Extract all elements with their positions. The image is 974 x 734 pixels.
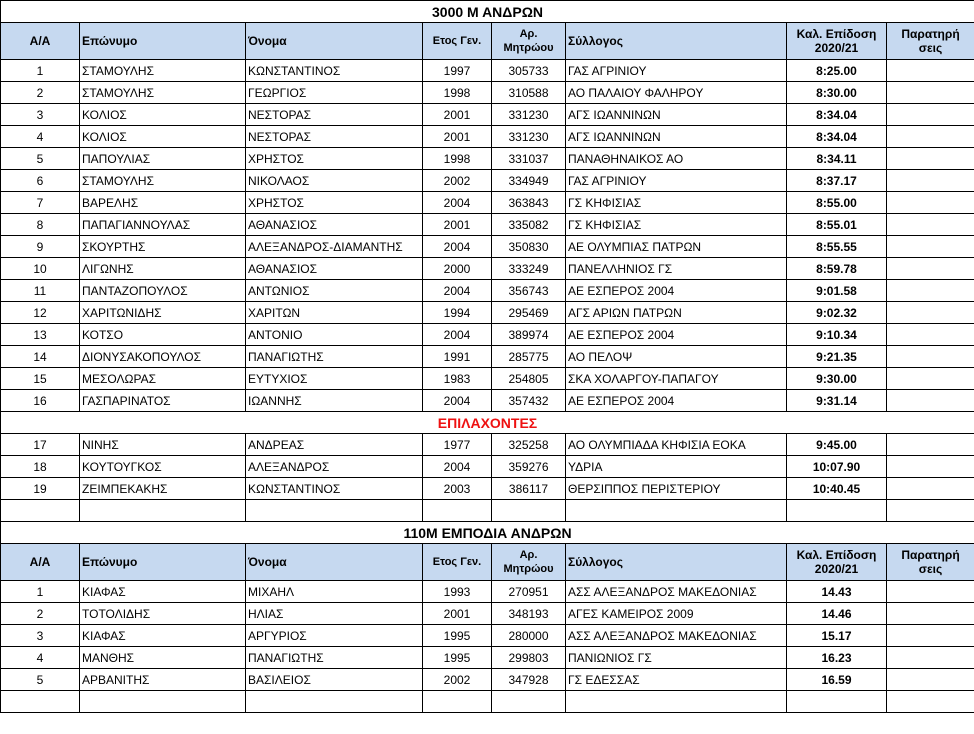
header-notes-line-1: Παρατηρή bbox=[901, 27, 960, 41]
table-row bbox=[1, 280, 974, 302]
registry-number-cell: 335082 bbox=[492, 214, 566, 236]
name-cell: ΧΡΗΣΤΟΣ bbox=[246, 192, 423, 214]
birth-year-cell: 1994 bbox=[423, 302, 492, 324]
surname-cell: ΜΕΣΟΛΩΡΑΣ bbox=[80, 368, 246, 390]
header-birth-year: Ετος Γεν. bbox=[423, 544, 492, 581]
club-cell: ΓΑΣ ΑΓΡΙΝΙΟΥ bbox=[566, 60, 787, 82]
notes-cell bbox=[887, 434, 974, 456]
name-cell: ΗΛΙΑΣ bbox=[246, 603, 423, 625]
notes-cell bbox=[887, 302, 974, 324]
header-best-performance-line-1: Καλ. Επίδοση bbox=[796, 548, 877, 562]
best-performance-cell: 8:37.17 bbox=[787, 170, 887, 192]
table-row bbox=[1, 368, 974, 390]
row-number: 15 bbox=[1, 368, 80, 390]
empty-cell bbox=[1, 691, 80, 713]
row-number: 1 bbox=[1, 581, 80, 603]
name-cell: ΑΝΔΡΕΑΣ bbox=[246, 434, 423, 456]
row-number: 3 bbox=[1, 104, 80, 126]
reserves-title: ΕΠΙΛΑΧΟΝΤΕΣ bbox=[1, 412, 974, 434]
empty-row bbox=[1, 691, 974, 713]
notes-cell bbox=[887, 104, 974, 126]
table-row bbox=[1, 104, 974, 126]
header-best-performance-line-2: 2020/21 bbox=[814, 41, 859, 55]
registry-number-cell: 350830 bbox=[492, 236, 566, 258]
name-cell: ΠΑΝΑΓΙΩΤΗΣ bbox=[246, 647, 423, 669]
header-notes bbox=[887, 23, 974, 60]
club-cell: ΣΚΑ ΧΟΛΑΡΓΟΥ-ΠΑΠΑΓΟΥ bbox=[566, 368, 787, 390]
table-row bbox=[1, 148, 974, 170]
name-cell: ΑΘΑΝΑΣΙΟΣ bbox=[246, 214, 423, 236]
surname-cell: ΔΙΟΝΥΣΑΚΟΠΟΥΛΟΣ bbox=[80, 346, 246, 368]
header-aa: Α/Α bbox=[1, 544, 80, 581]
row-number: 9 bbox=[1, 236, 80, 258]
name-cell: ΑΡΓΥΡΙΟΣ bbox=[246, 625, 423, 647]
registry-number-cell: 280000 bbox=[492, 625, 566, 647]
table-row bbox=[1, 603, 974, 625]
birth-year-cell: 2004 bbox=[423, 280, 492, 302]
registry-number-cell: 254805 bbox=[492, 368, 566, 390]
empty-cell bbox=[423, 691, 492, 713]
table-row bbox=[1, 236, 974, 258]
table-row bbox=[1, 82, 974, 104]
table-row bbox=[1, 60, 974, 82]
table-row bbox=[1, 258, 974, 280]
best-performance-cell: 8:59.78 bbox=[787, 258, 887, 280]
best-performance-cell: 9:31.14 bbox=[787, 390, 887, 412]
notes-cell bbox=[887, 647, 974, 669]
surname-cell: ΑΡΒΑΝΙΤΗΣ bbox=[80, 669, 246, 691]
header-registry-number-line-1: Αρ. bbox=[519, 549, 538, 561]
best-performance-cell: 8:30.00 bbox=[787, 82, 887, 104]
row-number: 18 bbox=[1, 456, 80, 478]
row-number: 3 bbox=[1, 625, 80, 647]
notes-cell bbox=[887, 324, 974, 346]
name-cell: ΧΡΗΣΤΟΣ bbox=[246, 148, 423, 170]
header-notes-line-2: σεις bbox=[918, 562, 943, 576]
birth-year-cell: 1991 bbox=[423, 346, 492, 368]
name-cell: ΚΩΝΣΤΑΝΤΙΝΟΣ bbox=[246, 60, 423, 82]
empty-cell bbox=[492, 691, 566, 713]
best-performance-cell: 8:25.00 bbox=[787, 60, 887, 82]
reserves-title-row bbox=[1, 412, 974, 434]
best-performance-cell: 8:34.04 bbox=[787, 104, 887, 126]
surname-cell: ΧΑΡΙΤΩΝΙΔΗΣ bbox=[80, 302, 246, 324]
birth-year-cell: 1998 bbox=[423, 82, 492, 104]
empty-cell bbox=[246, 691, 423, 713]
row-number: 5 bbox=[1, 669, 80, 691]
club-cell: ΑΟ ΠΑΛΑΙΟΥ ΦΑΛΗΡΟΥ bbox=[566, 82, 787, 104]
surname-cell: ΣΤΑΜΟΥΛΗΣ bbox=[80, 60, 246, 82]
surname-cell: ΣΤΑΜΟΥΛΗΣ bbox=[80, 170, 246, 192]
row-number: 14 bbox=[1, 346, 80, 368]
table-row bbox=[1, 647, 974, 669]
notes-cell bbox=[887, 214, 974, 236]
club-cell: ΘΕΡΣΙΠΠΟΣ ΠΕΡΙΣΤΕΡΙΟΥ bbox=[566, 478, 787, 500]
registry-number-cell: 347928 bbox=[492, 669, 566, 691]
empty-cell bbox=[492, 500, 566, 522]
club-cell: ΓΣ ΚΗΦΙΣΙΑΣ bbox=[566, 192, 787, 214]
club-cell: ΓΣ ΚΗΦΙΣΙΑΣ bbox=[566, 214, 787, 236]
name-cell: ΑΝΤΩΝΙΟΣ bbox=[246, 280, 423, 302]
club-cell: ΑΕ ΕΣΠΕΡΟΣ 2004 bbox=[566, 324, 787, 346]
surname-cell: ΚΟΛΙΟΣ bbox=[80, 126, 246, 148]
header-notes bbox=[887, 544, 974, 581]
name-cell: ΚΩΝΣΤΑΝΤΙΝΟΣ bbox=[246, 478, 423, 500]
surname-cell: ΠΑΠΑΓΙΑΝΝΟΥΛΑΣ bbox=[80, 214, 246, 236]
birth-year-cell: 1998 bbox=[423, 148, 492, 170]
header-name: Όνομα bbox=[246, 23, 423, 60]
surname-cell: ΠΑΝΤΑΖΟΠΟΥΛΟΣ bbox=[80, 280, 246, 302]
surname-cell: ΤΟΤΟΛΙΔΗΣ bbox=[80, 603, 246, 625]
notes-cell bbox=[887, 192, 974, 214]
registry-number-cell: 386117 bbox=[492, 478, 566, 500]
surname-cell: ΠΑΠΟΥΛΙΑΣ bbox=[80, 148, 246, 170]
birth-year-cell: 2003 bbox=[423, 478, 492, 500]
notes-cell bbox=[887, 258, 974, 280]
surname-cell: ΛΙΓΩΝΗΣ bbox=[80, 258, 246, 280]
table-row bbox=[1, 346, 974, 368]
registry-number-cell: 305733 bbox=[492, 60, 566, 82]
surname-cell: ΒΑΡΕΛΗΣ bbox=[80, 192, 246, 214]
club-cell: ΑΓΣ ΙΩΑΝΝΙΝΩΝ bbox=[566, 126, 787, 148]
header-surname: Επώνυμο bbox=[80, 544, 246, 581]
surname-cell: ΣΚΟΥΡΤΗΣ bbox=[80, 236, 246, 258]
table-row bbox=[1, 478, 974, 500]
name-cell: ΒΑΣΙΛΕΙΟΣ bbox=[246, 669, 423, 691]
name-cell: ΝΕΣΤΟΡΑΣ bbox=[246, 126, 423, 148]
header-notes-line-2: σεις bbox=[918, 41, 943, 55]
header-registry-number bbox=[492, 544, 566, 581]
birth-year-cell: 2002 bbox=[423, 669, 492, 691]
best-performance-cell: 9:45.00 bbox=[787, 434, 887, 456]
section-110m-hurdles-header-row bbox=[1, 544, 974, 581]
registry-number-cell: 310588 bbox=[492, 82, 566, 104]
surname-cell: ΝΙΝΗΣ bbox=[80, 434, 246, 456]
notes-cell bbox=[887, 170, 974, 192]
name-cell: ΑΝΤΟΝΙΟ bbox=[246, 324, 423, 346]
name-cell: ΑΛΕΞΑΝΔΡΟΣ-ΔΙΑΜΑΝΤΗΣ bbox=[246, 236, 423, 258]
name-cell: ΑΛΕΞΑΝΔΡΟΣ bbox=[246, 456, 423, 478]
notes-cell bbox=[887, 478, 974, 500]
club-cell: ΑΟ ΠΕΛΟΨ bbox=[566, 346, 787, 368]
table-row bbox=[1, 324, 974, 346]
notes-cell bbox=[887, 82, 974, 104]
row-number: 19 bbox=[1, 478, 80, 500]
row-number: 8 bbox=[1, 214, 80, 236]
registry-number-cell: 348193 bbox=[492, 603, 566, 625]
header-birth-year: Ετος Γεν. bbox=[423, 23, 492, 60]
best-performance-cell: 8:34.04 bbox=[787, 126, 887, 148]
section-110m-hurdles-title-row bbox=[1, 522, 974, 544]
birth-year-cell: 2004 bbox=[423, 236, 492, 258]
empty-row bbox=[1, 500, 974, 522]
row-number: 1 bbox=[1, 60, 80, 82]
row-number: 2 bbox=[1, 82, 80, 104]
club-cell: ΑΓΕΣ ΚΑΜΕΙΡΟΣ 2009 bbox=[566, 603, 787, 625]
empty-cell bbox=[80, 500, 246, 522]
empty-cell bbox=[566, 691, 787, 713]
notes-cell bbox=[887, 669, 974, 691]
name-cell: ΝΕΣΤΟΡΑΣ bbox=[246, 104, 423, 126]
birth-year-cell: 1977 bbox=[423, 434, 492, 456]
registry-number-cell: 270951 bbox=[492, 581, 566, 603]
row-number: 6 bbox=[1, 170, 80, 192]
empty-cell bbox=[566, 500, 787, 522]
header-registry-number-line-2: Μητρώου bbox=[503, 563, 554, 575]
header-registry-number-line-2: Μητρώου bbox=[503, 42, 554, 54]
birth-year-cell: 1983 bbox=[423, 368, 492, 390]
birth-year-cell: 1997 bbox=[423, 60, 492, 82]
surname-cell: ΜΑΝΘΗΣ bbox=[80, 647, 246, 669]
registry-number-cell: 285775 bbox=[492, 346, 566, 368]
club-cell: ΑΓΣ ΙΩΑΝΝΙΝΩΝ bbox=[566, 104, 787, 126]
registry-number-cell: 331037 bbox=[492, 148, 566, 170]
surname-cell: ΚΟΤΣΟ bbox=[80, 324, 246, 346]
row-number: 12 bbox=[1, 302, 80, 324]
header-name: Όνομα bbox=[246, 544, 423, 581]
header-registry-number-line-1: Αρ. bbox=[519, 28, 538, 40]
registry-number-cell: 334949 bbox=[492, 170, 566, 192]
row-number: 13 bbox=[1, 324, 80, 346]
birth-year-cell: 2001 bbox=[423, 104, 492, 126]
best-performance-cell: 10:07.90 bbox=[787, 456, 887, 478]
notes-cell bbox=[887, 280, 974, 302]
registry-number-cell: 357432 bbox=[492, 390, 566, 412]
empty-cell bbox=[887, 500, 974, 522]
header-best-performance bbox=[787, 23, 887, 60]
notes-cell bbox=[887, 368, 974, 390]
birth-year-cell: 2001 bbox=[423, 126, 492, 148]
row-number: 7 bbox=[1, 192, 80, 214]
club-cell: ΑΟ ΟΛΥΜΠΙΑΔΑ ΚΗΦΙΣΙΑ ΕΟΚΑ bbox=[566, 434, 787, 456]
surname-cell: ΖΕΙΜΠΕΚΑΚΗΣ bbox=[80, 478, 246, 500]
best-performance-cell: 9:02.32 bbox=[787, 302, 887, 324]
birth-year-cell: 2002 bbox=[423, 170, 492, 192]
header-best-performance-line-1: Καλ. Επίδοση bbox=[796, 27, 877, 41]
empty-cell bbox=[787, 691, 887, 713]
best-performance-cell: 8:34.11 bbox=[787, 148, 887, 170]
table-row bbox=[1, 192, 974, 214]
row-number: 17 bbox=[1, 434, 80, 456]
best-performance-cell: 8:55.00 bbox=[787, 192, 887, 214]
best-performance-cell: 8:55.01 bbox=[787, 214, 887, 236]
notes-cell bbox=[887, 625, 974, 647]
club-cell: ΠΑΝΑΘΗΝΑΙΚΟΣ ΑΟ bbox=[566, 148, 787, 170]
birth-year-cell: 2004 bbox=[423, 324, 492, 346]
sheet-body bbox=[1, 1, 974, 713]
club-cell: ΓΑΣ ΑΓΡΙΝΙΟΥ bbox=[566, 170, 787, 192]
header-best-performance bbox=[787, 544, 887, 581]
notes-cell bbox=[887, 346, 974, 368]
section-110m-hurdles-title: 110Μ ΕΜΠΟΔΙΑ ΑΝΔΡΩΝ bbox=[1, 522, 974, 544]
name-cell: ΝΙΚΟΛΑΟΣ bbox=[246, 170, 423, 192]
row-number: 4 bbox=[1, 647, 80, 669]
club-cell: ΓΣ ΕΔΕΣΣΑΣ bbox=[566, 669, 787, 691]
registry-number-cell: 363843 bbox=[492, 192, 566, 214]
row-number: 10 bbox=[1, 258, 80, 280]
birth-year-cell: 2001 bbox=[423, 603, 492, 625]
notes-cell bbox=[887, 390, 974, 412]
name-cell: ΑΘΑΝΑΣΙΟΣ bbox=[246, 258, 423, 280]
table-row bbox=[1, 170, 974, 192]
birth-year-cell: 2004 bbox=[423, 390, 492, 412]
notes-cell bbox=[887, 456, 974, 478]
table-row bbox=[1, 126, 974, 148]
birth-year-cell: 2004 bbox=[423, 456, 492, 478]
registry-number-cell: 331230 bbox=[492, 104, 566, 126]
best-performance-cell: 10:40.45 bbox=[787, 478, 887, 500]
empty-cell bbox=[1, 500, 80, 522]
notes-cell bbox=[887, 148, 974, 170]
best-performance-cell: 9:01.58 bbox=[787, 280, 887, 302]
surname-cell: ΚΙΑΦΑΣ bbox=[80, 625, 246, 647]
row-number: 2 bbox=[1, 603, 80, 625]
club-cell: ΑΕ ΟΛΥΜΠΙΑΣ ΠΑΤΡΩΝ bbox=[566, 236, 787, 258]
best-performance-cell: 16.23 bbox=[787, 647, 887, 669]
club-cell: ΑΓΣ ΑΡΙΩΝ ΠΑΤΡΩΝ bbox=[566, 302, 787, 324]
notes-cell bbox=[887, 126, 974, 148]
birth-year-cell: 2001 bbox=[423, 214, 492, 236]
club-cell: ΑΕ ΕΣΠΕΡΟΣ 2004 bbox=[566, 280, 787, 302]
best-performance-cell: 15.17 bbox=[787, 625, 887, 647]
registry-number-cell: 389974 bbox=[492, 324, 566, 346]
name-cell: ΧΑΡΙΤΩΝ bbox=[246, 302, 423, 324]
table-row bbox=[1, 456, 974, 478]
surname-cell: ΣΤΑΜΟΥΛΗΣ bbox=[80, 82, 246, 104]
birth-year-cell: 2000 bbox=[423, 258, 492, 280]
row-number: 5 bbox=[1, 148, 80, 170]
surname-cell: ΚΙΑΦΑΣ bbox=[80, 581, 246, 603]
name-cell: ΓΕΩΡΓΙΟΣ bbox=[246, 82, 423, 104]
birth-year-cell: 1995 bbox=[423, 647, 492, 669]
row-number: 16 bbox=[1, 390, 80, 412]
header-registry-number bbox=[492, 23, 566, 60]
registry-number-cell: 333249 bbox=[492, 258, 566, 280]
surname-cell: ΚΟΥΤΟΥΓΚΟΣ bbox=[80, 456, 246, 478]
birth-year-cell: 1995 bbox=[423, 625, 492, 647]
birth-year-cell: 2004 bbox=[423, 192, 492, 214]
birth-year-cell: 1993 bbox=[423, 581, 492, 603]
section-3000m-title: 3000 Μ ΑΝΔΡΩΝ bbox=[1, 1, 974, 23]
best-performance-cell: 14.46 bbox=[787, 603, 887, 625]
header-surname: Επώνυμο bbox=[80, 23, 246, 60]
best-performance-cell: 9:21.35 bbox=[787, 346, 887, 368]
best-performance-cell: 9:30.00 bbox=[787, 368, 887, 390]
table-row bbox=[1, 434, 974, 456]
notes-cell bbox=[887, 236, 974, 258]
row-number: 11 bbox=[1, 280, 80, 302]
best-performance-cell: 9:10.34 bbox=[787, 324, 887, 346]
best-performance-cell: 14.43 bbox=[787, 581, 887, 603]
header-club: Σύλλογος bbox=[566, 23, 787, 60]
table-row bbox=[1, 625, 974, 647]
table-row bbox=[1, 581, 974, 603]
best-performance-cell: 16.59 bbox=[787, 669, 887, 691]
registry-number-cell: 359276 bbox=[492, 456, 566, 478]
registry-number-cell: 295469 bbox=[492, 302, 566, 324]
empty-cell bbox=[887, 691, 974, 713]
empty-cell bbox=[787, 500, 887, 522]
notes-cell bbox=[887, 603, 974, 625]
empty-cell bbox=[246, 500, 423, 522]
table-row bbox=[1, 669, 974, 691]
club-cell: ΑΣΣ ΑΛΕΞΑΝΔΡΟΣ ΜΑΚΕΔΟΝΙΑΣ bbox=[566, 581, 787, 603]
name-cell: ΙΩΑΝΝΗΣ bbox=[246, 390, 423, 412]
name-cell: ΜΙΧΑΗΛ bbox=[246, 581, 423, 603]
notes-cell bbox=[887, 581, 974, 603]
best-performance-cell: 8:55.55 bbox=[787, 236, 887, 258]
notes-cell bbox=[887, 60, 974, 82]
surname-cell: ΓΑΣΠΑΡΙΝΑΤΟΣ bbox=[80, 390, 246, 412]
header-aa: Α/Α bbox=[1, 23, 80, 60]
club-cell: ΠΑΝΕΛΛΗΝΙΟΣ ΓΣ bbox=[566, 258, 787, 280]
name-cell: ΠΑΝΑΓΙΩΤΗΣ bbox=[246, 346, 423, 368]
row-number: 4 bbox=[1, 126, 80, 148]
table-row bbox=[1, 390, 974, 412]
registry-number-cell: 299803 bbox=[492, 647, 566, 669]
club-cell: ΠΑΝΙΩΝΙΟΣ ΓΣ bbox=[566, 647, 787, 669]
table-row bbox=[1, 214, 974, 236]
empty-cell bbox=[80, 691, 246, 713]
surname-cell: ΚΟΛΙΟΣ bbox=[80, 104, 246, 126]
empty-cell bbox=[423, 500, 492, 522]
club-cell: ΑΣΣ ΑΛΕΞΑΝΔΡΟΣ ΜΑΚΕΔΟΝΙΑΣ bbox=[566, 625, 787, 647]
registry-number-cell: 331230 bbox=[492, 126, 566, 148]
header-notes-line-1: Παρατηρή bbox=[901, 548, 960, 562]
section-3000m-title-row bbox=[1, 1, 974, 23]
name-cell: ΕΥΤΥΧΙΟΣ bbox=[246, 368, 423, 390]
header-club: Σύλλογος bbox=[566, 544, 787, 581]
registry-number-cell: 356743 bbox=[492, 280, 566, 302]
header-best-performance-line-2: 2020/21 bbox=[814, 562, 859, 576]
section-3000m-header-row bbox=[1, 23, 974, 60]
club-cell: ΑΕ ΕΣΠΕΡΟΣ 2004 bbox=[566, 390, 787, 412]
registry-number-cell: 325258 bbox=[492, 434, 566, 456]
club-cell: ΥΔΡΙΑ bbox=[566, 456, 787, 478]
table-row bbox=[1, 302, 974, 324]
